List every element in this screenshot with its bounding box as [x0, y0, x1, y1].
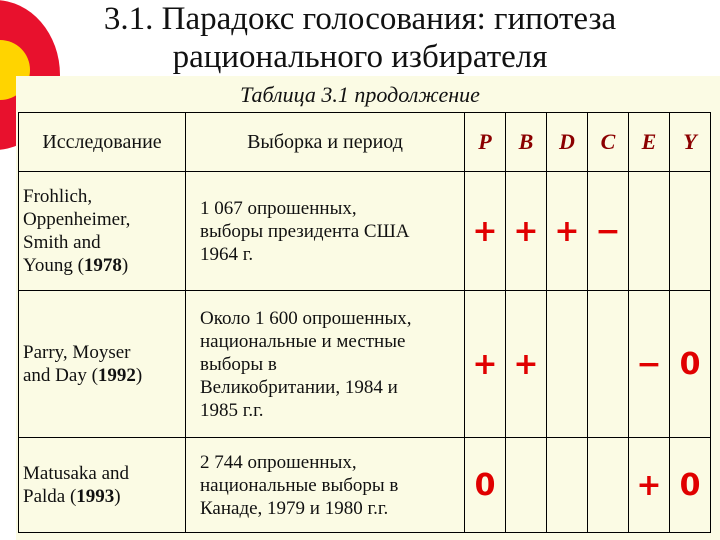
sign-d: [547, 291, 588, 438]
table-row: [19, 291, 711, 438]
table-caption: Таблица 3.1 продолжение: [240, 82, 480, 107]
paren-close: ): [135, 365, 143, 386]
sign-c: −: [588, 172, 629, 291]
sample-line: 1985 г.г.: [200, 399, 264, 421]
sign-b: +: [506, 291, 547, 438]
header-sample: Выборка и период: [186, 113, 465, 172]
results-table: [18, 112, 711, 533]
study-cell: [19, 438, 186, 533]
table-header-row: [19, 113, 711, 172]
sample-line: 1 067 опрошенных,: [200, 197, 357, 219]
sign-y: 0: [670, 291, 711, 438]
sign-e: −: [629, 291, 670, 438]
authors-line: [23, 485, 185, 508]
study-year: 1978: [83, 255, 122, 276]
study-year: 1993: [76, 486, 115, 507]
sample-line: национальные и местные: [200, 330, 406, 352]
sample-cell: [186, 291, 465, 438]
sample-line: Канаде, 1979 и 1980 г.г.: [200, 497, 389, 519]
sign-c: [588, 438, 629, 533]
authors-line: Frohlich,: [23, 186, 93, 207]
sign-p: +: [465, 172, 506, 291]
sign-y: 0: [670, 438, 711, 533]
sample-cell: [186, 438, 465, 533]
authors-text: and Day (: [23, 365, 98, 386]
paren-close: ): [121, 255, 129, 276]
table-row: [19, 172, 711, 291]
header-d: D: [547, 113, 588, 172]
slide-title-line1: 3.1. Парадокс голосования: гипотеза: [103, 1, 617, 37]
study-year: 1992: [97, 365, 136, 386]
sample-line: национальные выборы в: [200, 474, 399, 496]
authors-line: Smith and: [23, 232, 101, 253]
sign-c: [588, 291, 629, 438]
sign-e: +: [629, 438, 670, 533]
sign-e: [629, 172, 670, 291]
header-p: P: [465, 113, 506, 172]
authors-line: Parry, Moyser: [23, 342, 131, 363]
sample-line: Около 1 600 опрошенных,: [200, 307, 412, 329]
slide-title: [0, 0, 720, 76]
sample-line: 2 744 опрошенных,: [200, 451, 357, 473]
study-cell: [19, 291, 186, 438]
authors-text: Young (: [23, 255, 84, 276]
header-study: Исследование: [19, 113, 186, 172]
header-b: B: [506, 113, 547, 172]
sample-line: Великобритании, 1984 и: [200, 376, 398, 398]
header-c: C: [588, 113, 629, 172]
sign-d: [547, 438, 588, 533]
sign-d: +: [547, 172, 588, 291]
sample-cell: [186, 172, 465, 291]
sample-line: выборы президента США: [200, 220, 410, 242]
paren-close: ): [114, 486, 121, 507]
sign-y: [670, 172, 711, 291]
authors-line: Matusaka and: [23, 463, 130, 484]
header-y: Y: [670, 113, 711, 172]
authors-text: Palda (: [23, 486, 77, 507]
sign-p: 0: [465, 438, 506, 533]
authors-line: [23, 364, 185, 387]
table-row: [19, 438, 711, 533]
sign-b: [506, 438, 547, 533]
sign-p: +: [465, 291, 506, 438]
sign-b: +: [506, 172, 547, 291]
sample-line: 1964 г.: [200, 243, 254, 265]
slide-title-line2: рационального избирателя: [172, 39, 548, 75]
study-cell: [19, 172, 186, 291]
authors-line: Oppenheimer,: [23, 209, 131, 230]
header-e: E: [629, 113, 670, 172]
authors-line: [23, 254, 185, 277]
sample-line: выборы в: [200, 353, 277, 375]
